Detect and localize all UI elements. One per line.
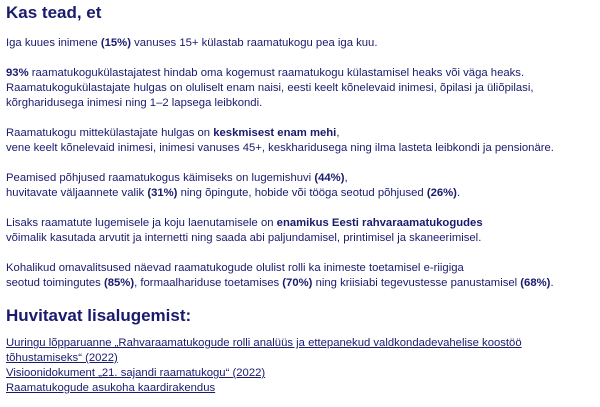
- highlight-text: (15%): [100, 37, 131, 49]
- reading-heading: Huvitavat lisalugemist:: [6, 306, 192, 325]
- body-text: ,: [344, 172, 348, 184]
- body-text: ning kriisiabi tegevustesse panustamisel: [312, 277, 521, 289]
- body-text: Lisaks raamatute lugemisele ja koju laenutamisele on: [6, 217, 277, 229]
- highlight-text: enamikus Eesti rahvaraamatukogudes: [276, 217, 483, 229]
- reading-links: [6, 336, 594, 396]
- body-text: Raamatukogu mittekülastajate hulgas on: [6, 127, 214, 139]
- fact-paragraph-p5: [6, 216, 594, 246]
- body-text: raamatukogukülastajatest hindab oma kogemust raamatukogu külastamisel heaks või väga heaks.: [28, 67, 525, 79]
- link-text: Visioonidokument „21. sajandi raamatukogu“ (2022): [6, 367, 266, 379]
- highlight-text: (26%): [426, 187, 457, 199]
- body-text: kõrgharidusega inimesi ning 1–2 lapsega leibkondi.: [6, 97, 263, 109]
- link-library-map[interactable]: [6, 381, 594, 396]
- body-text: Kohalikud omavalitsused näevad raamatukogude olulist rolli ka inimeste toetamisel e-riigiga: [6, 262, 464, 274]
- body-text: vene keelt kõnelevaid inimesi, inimesi vanuses 45+, keskharidusega ning ilma lasteta leibkondi ja pensionäre.: [6, 142, 554, 154]
- link-text: tõhustamiseks“ (2022): [6, 352, 118, 364]
- body-text: vanuses 15+ külastab raamatukogu pea iga kuu.: [130, 37, 378, 49]
- body-text: seotud toimingutes: [6, 277, 104, 289]
- highlight-text: (85%): [103, 277, 135, 289]
- highlight-text: (70%): [282, 277, 313, 289]
- fact-paragraph-p2: [6, 66, 594, 111]
- link-text: Uuringu lõpparuanne „Rahvaraamatukogude rolli analüüs ja ettepanekud valdkondadevahelise koostöö: [6, 337, 522, 349]
- body-text: Peamised põhjused raamatukogus käimiseks on lugemishuvi: [6, 172, 315, 184]
- body-text: ning õpingute, hobide või tööga seotud põhjused: [177, 187, 427, 199]
- link-final-report[interactable]: [6, 336, 594, 366]
- fact-paragraph-p6: [6, 261, 594, 291]
- body-text: Raamatukogukülastajate hulgas on oluliselt enam naisi, eesti keelt kõnelevaid inimesi, õpilasi ja üliõpilasi,: [6, 82, 534, 94]
- body-text: ,: [336, 127, 340, 139]
- highlight-text: 93%: [6, 67, 29, 79]
- facts-section: [6, 36, 594, 291]
- link-vision-document[interactable]: [6, 366, 594, 381]
- fact-paragraph-p1: [6, 36, 594, 51]
- fact-paragraph-p3: [6, 126, 594, 156]
- body-text: , formaalhariduse toetamises: [134, 277, 283, 289]
- fact-paragraph-p4: [6, 171, 594, 201]
- body-text: .: [456, 187, 461, 199]
- link-text: Raamatukogude asukoha kaardirakendus: [6, 382, 216, 394]
- facts-heading: Kas tead, et: [6, 3, 102, 22]
- highlight-text: keskmisest enam mehi: [213, 127, 337, 139]
- highlight-text: (68%): [520, 277, 551, 289]
- highlight-text: (44%): [314, 172, 345, 184]
- body-text: Iga kuues inimene: [6, 37, 101, 49]
- body-text: .: [550, 277, 554, 289]
- body-text: huvitavate väljaannete valik: [6, 187, 148, 199]
- body-text: võimalik kasutada arvutit ja internetti ning saada abi paljundamisel, printimisel ja skaneerimisel.: [6, 232, 482, 244]
- highlight-text: (31%): [147, 187, 178, 199]
